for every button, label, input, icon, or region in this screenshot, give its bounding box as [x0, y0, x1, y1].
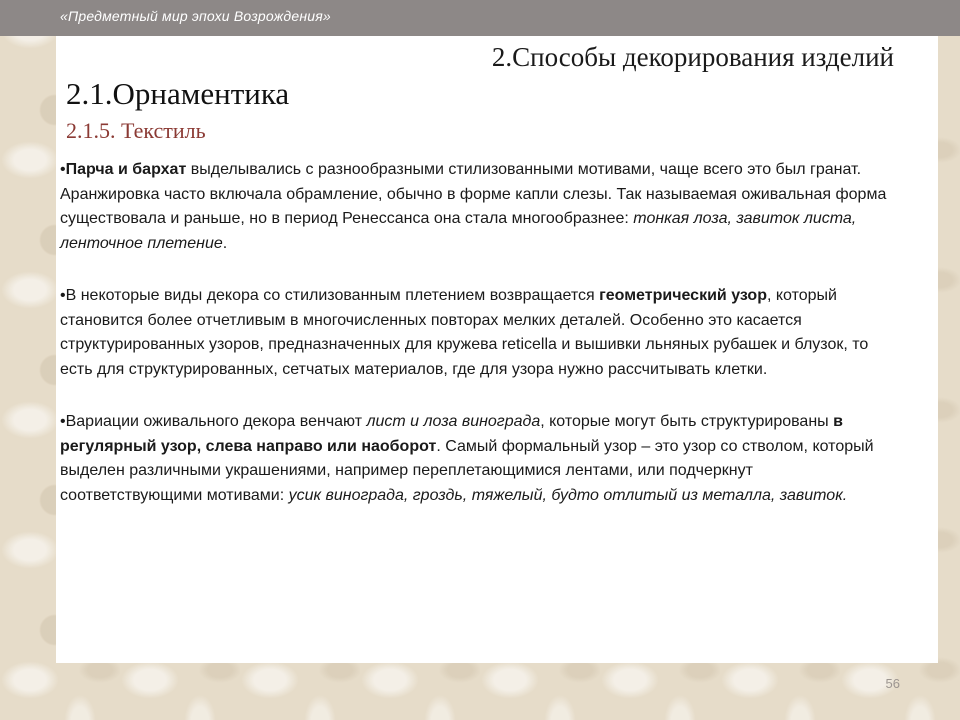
page-number: 56	[885, 676, 900, 691]
bullet-paragraph	[60, 158, 896, 256]
italic-text: тонкая лоза, завиток листа, ленточное плетение	[60, 210, 857, 252]
text-segment: . Самый формальный узор – это узор со стволом, который выделен различными украшениями, например переплетающимися лентами, или подчеркнут соответствующими мотивами:	[60, 437, 874, 504]
text-segment: •В некоторые виды декора со стилизованным плетением возвращается	[60, 287, 600, 304]
subtitle: 2.1.5. Текстиль	[66, 118, 206, 143]
text-segment: •Вариации оживального декора венчают	[60, 413, 367, 430]
section-title: 2.Способы декорирования изделий	[491, 42, 894, 72]
main-title: 2.1.Орнаментика	[66, 76, 290, 111]
presentation-header-bar	[0, 0, 960, 36]
text-segment: , который становится более отчетливым в многочисленных повторах мелких деталей. Особенно это касается структурированных узоров, предназначенных для кружева reticella и вышивки льняных рубашек и блузок, то есть для структурированных, сетчатых материалов, где для узора нужно рассчитывать клетки.	[60, 287, 869, 378]
italic-text: лист и лоза винограда	[366, 413, 541, 430]
presentation-title: «Предметный мир эпохи Возрождения»	[60, 8, 331, 24]
bullet-paragraph	[60, 284, 896, 382]
italic-text: усик винограда, гроздь, тяжелый, будто отлитый из металла, завиток.	[288, 486, 848, 504]
text-segment: .	[222, 234, 228, 252]
text-segment: выделывались с разнообразными стилизованными мотивами, чаще всего это был гранат. Аранжировка часто включала обрамление, обычно в форме капли слезы. Так называемая оживальная форма существовала и раньше, но в период Ренессанса она стала многообразнее:	[60, 161, 887, 227]
text-segment: •	[60, 161, 66, 178]
bold-text: геометрический узор	[599, 287, 767, 304]
bold-text: Парча и бархат	[65, 161, 187, 178]
text-segment: , которые могут быть структурированы	[540, 413, 834, 430]
bullet-paragraph	[60, 410, 896, 508]
slide-body	[60, 158, 896, 508]
bold-text: в регулярный узор, слева направо или наоборот	[60, 413, 843, 455]
